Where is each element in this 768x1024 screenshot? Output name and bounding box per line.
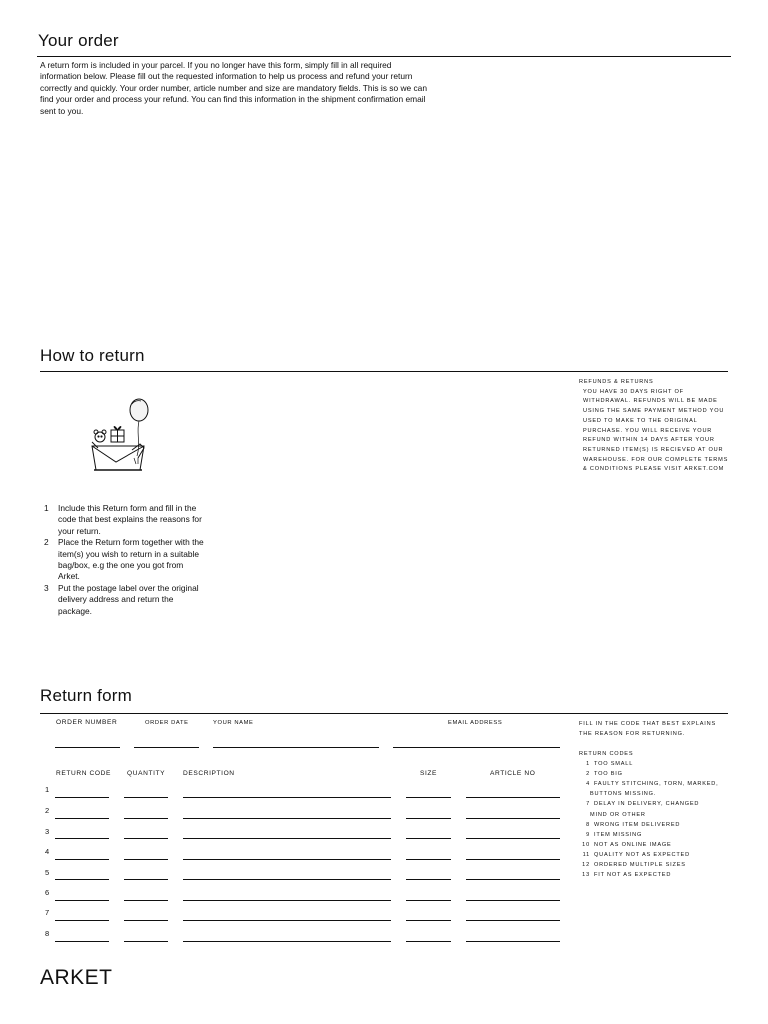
row-number: 4: [45, 847, 50, 856]
how-to-return-divider: [40, 371, 728, 372]
row-number: 7: [45, 908, 50, 917]
description-field[interactable]: [183, 859, 391, 860]
quantity-column-header: QUANTITY: [127, 770, 166, 777]
return-code-field[interactable]: [55, 941, 109, 942]
step-number: 2: [44, 537, 49, 548]
code-number: 8: [586, 821, 590, 828]
your-order-title: Your order: [38, 31, 119, 50]
return-code-item: [579, 759, 731, 769]
code-text: ORDERED MULTIPLE SIZES: [594, 862, 686, 869]
step-number: 1: [44, 503, 49, 513]
return-code-field[interactable]: [55, 797, 109, 798]
email-address-field[interactable]: [393, 747, 560, 748]
return-code-item: [579, 840, 731, 850]
code-text: FAULTY STITCHING, TORN, MARKED,: [594, 781, 719, 788]
code-text: TOO SMALL: [594, 761, 634, 768]
return-code-column-header: RETURN CODE: [56, 770, 111, 777]
order-number-label: ORDER NUMBER: [56, 719, 118, 726]
return-code-instruction: FILL IN THE CODE THAT BEST EXPLAINS THE REASON FOR RETURNING.: [579, 721, 717, 738]
how-to-return-title: How to return: [40, 346, 145, 365]
row-number: 2: [45, 806, 50, 815]
article-no-field[interactable]: [466, 818, 560, 819]
quantity-field[interactable]: [124, 941, 168, 942]
article-no-field[interactable]: [466, 859, 560, 860]
return-code-item: [579, 860, 731, 870]
quantity-field[interactable]: [124, 797, 168, 798]
arket-logo: ARKET: [40, 966, 113, 989]
code-number: 10: [582, 841, 590, 848]
size-field[interactable]: [406, 900, 451, 901]
return-code-field[interactable]: [55, 879, 109, 880]
size-field[interactable]: [406, 920, 451, 921]
your-order-divider: [37, 56, 731, 57]
order-date-label: ORDER DATE: [145, 720, 189, 726]
quantity-field[interactable]: [124, 838, 168, 839]
size-field[interactable]: [406, 797, 451, 798]
return-code-field[interactable]: [55, 838, 109, 839]
code-text: WRONG ITEM DELIVERED: [594, 821, 681, 828]
your-order-intro: A return form is included in your parcel. If you no longer have this form, simply fill in all required information below. Please fill out the requested information to help us process and refund your return correctly and quickly. Your order number, article number and size are mandatory fields. This is so we can find your order and process your refund. You can find this information in the shipment confirmation email sent to you.: [40, 60, 427, 116]
description-field[interactable]: [183, 920, 391, 921]
quantity-field[interactable]: [124, 859, 168, 860]
size-field[interactable]: [406, 818, 451, 819]
return-step: [44, 537, 204, 583]
quantity-field[interactable]: [124, 900, 168, 901]
return-code-field[interactable]: [55, 859, 109, 860]
return-code-item: [579, 779, 731, 789]
size-field[interactable]: [406, 879, 451, 880]
gift-parcel-illustration: [88, 398, 154, 478]
step-text: Place the Return form together with the item(s) you wish to return in a suitable bag/box, e.g the one you got from Arket.: [58, 537, 204, 582]
article-no-field[interactable]: [466, 797, 560, 798]
order-date-field[interactable]: [134, 747, 199, 748]
order-number-field[interactable]: [55, 747, 120, 748]
article-no-field[interactable]: [466, 838, 560, 839]
description-field[interactable]: [183, 879, 391, 880]
row-number: 3: [45, 827, 50, 836]
article-no-column-header: ARTICLE NO: [490, 770, 536, 777]
step-text: Put the postage label over the original delivery address and return the package.: [58, 582, 199, 616]
email-address-label: EMAIL ADDRESS: [448, 720, 503, 726]
quantity-field[interactable]: [124, 879, 168, 880]
row-number: 5: [45, 868, 50, 877]
code-number: 7: [586, 801, 590, 808]
code-number: 13: [582, 872, 590, 879]
code-text: FIT NOT AS EXPECTED: [594, 872, 672, 879]
code-number: 4: [586, 781, 590, 788]
code-number: 1: [586, 761, 590, 768]
your-name-field[interactable]: [213, 747, 379, 748]
description-field[interactable]: [183, 838, 391, 839]
return-code-field[interactable]: [55, 900, 109, 901]
return-step: [44, 583, 204, 617]
return-steps: [44, 503, 204, 617]
code-number: 9: [586, 831, 590, 838]
code-text: ITEM MISSING: [594, 831, 643, 838]
size-column-header: SIZE: [420, 770, 438, 777]
return-codes-heading: RETURN CODES: [579, 751, 634, 757]
refunds-heading: REFUNDS & RETURNS: [579, 379, 654, 385]
code-text: DELAY IN DELIVERY, CHANGED: [594, 801, 700, 808]
refunds-text: YOU HAVE 30 DAYS RIGHT OF WITHDRAWAL. REFUNDS WILL BE MADE USING THE SAME PAYMENT METHOD YOU USED TO MAKE TO THE ORIGINAL PURCHASE. YOU WILL RECEIVE YOUR REFUND WITHIN 14 DAYS AFTER YOUR RETURNED ITEM(S) IS RECIEVED AT OUR WAREHOUSE. FOR OUR COMPLETE TERMS & CONDITIONS PLEASE VISIT ARKET.COM: [583, 388, 729, 473]
article-no-field[interactable]: [466, 920, 560, 921]
size-field[interactable]: [406, 859, 451, 860]
code-number: 2: [586, 771, 590, 778]
code-text-continued: BUTTONS MISSING.: [590, 791, 657, 798]
row-number: 6: [45, 888, 50, 897]
return-code-item: [579, 850, 731, 860]
code-text: NOT AS ONLINE IMAGE: [594, 841, 672, 848]
row-number: 1: [45, 785, 50, 794]
code-text-continued: MIND OR OTHER: [590, 811, 646, 818]
size-field[interactable]: [406, 838, 451, 839]
return-code-item: [579, 820, 731, 830]
return-code-item: [579, 799, 731, 809]
return-step: [44, 503, 204, 537]
return-form-divider: [40, 713, 728, 714]
size-field[interactable]: [406, 941, 451, 942]
step-text: Include this Return form and fill in the code that best explains the reasons for your return.: [58, 503, 202, 536]
quantity-field[interactable]: [124, 818, 168, 819]
description-column-header: DESCRIPTION: [183, 770, 235, 777]
return-code-item: [579, 830, 731, 840]
description-field[interactable]: [183, 797, 391, 798]
return-code-item: [579, 769, 731, 779]
article-no-field[interactable]: [466, 879, 560, 880]
description-field[interactable]: [183, 941, 391, 942]
article-no-field[interactable]: [466, 900, 560, 901]
description-field[interactable]: [183, 900, 391, 901]
code-text: TOO BIG: [594, 771, 623, 778]
return-form-title: Return form: [40, 686, 132, 705]
step-number: 3: [44, 582, 49, 593]
your-name-label: YOUR NAME: [213, 720, 254, 726]
description-field[interactable]: [183, 818, 391, 819]
code-text: QUALITY NOT AS EXPECTED: [594, 851, 690, 858]
row-number: 8: [45, 929, 50, 938]
refunds-box: [579, 378, 731, 475]
return-code-item: [579, 870, 731, 880]
article-no-field[interactable]: [466, 941, 560, 942]
code-number: 11: [582, 851, 590, 858]
code-number: 12: [582, 862, 590, 869]
return-codes-list: [579, 749, 731, 880]
quantity-field[interactable]: [124, 920, 168, 921]
return-code-field[interactable]: [55, 920, 109, 921]
return-code-field[interactable]: [55, 818, 109, 819]
